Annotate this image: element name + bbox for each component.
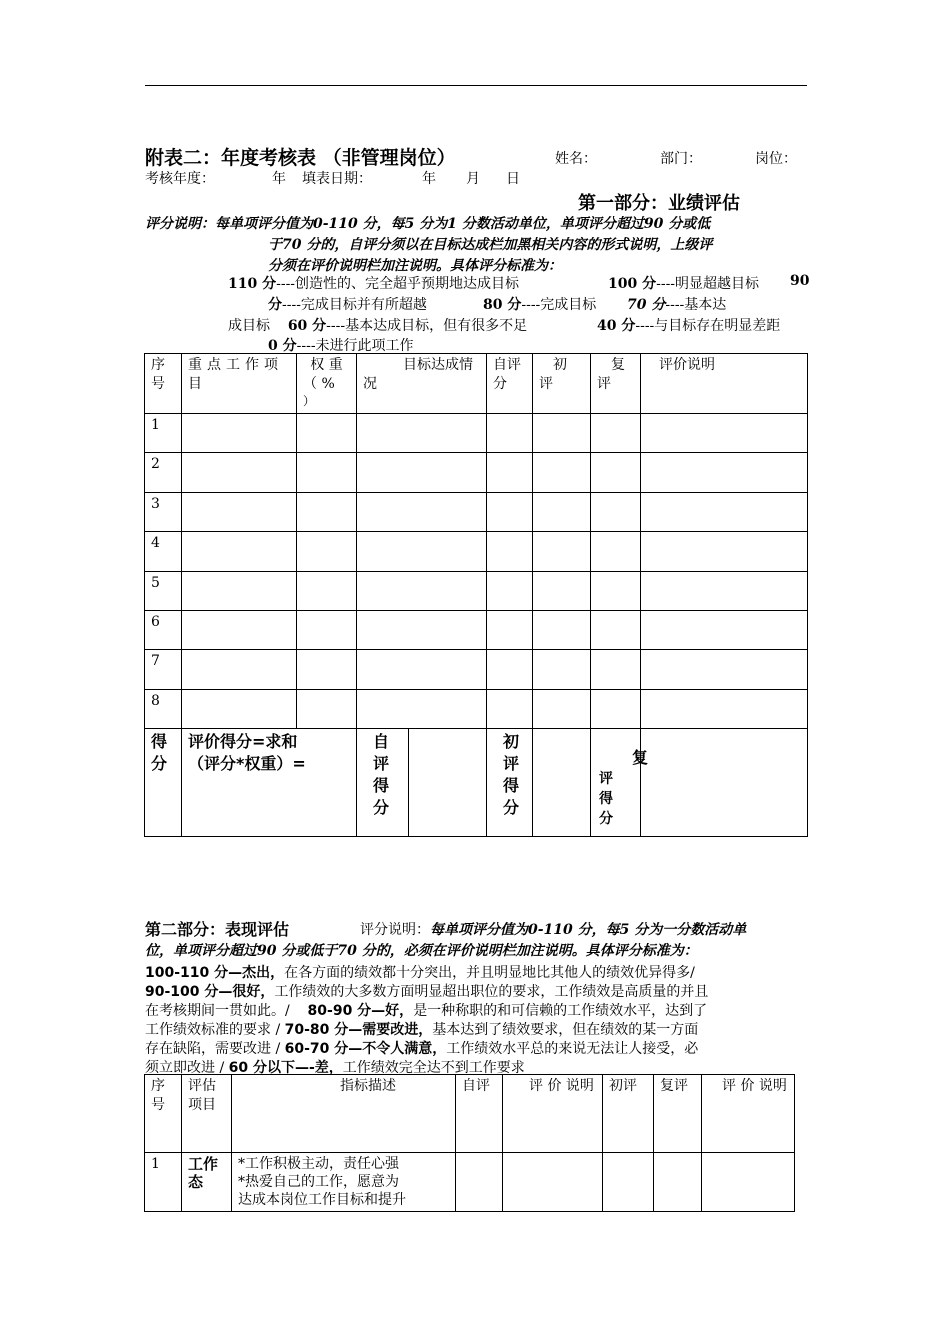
- row3-seq-cell: 3: [145, 492, 182, 531]
- std-40-score: 40 分: [597, 318, 636, 334]
- row8-first-cell[interactable]: [533, 689, 591, 728]
- b-col-item: 评估项目: [182, 1075, 232, 1153]
- std-100-text: ----明显超越目标: [656, 276, 760, 292]
- row1-self-cell[interactable]: [487, 414, 533, 453]
- row7-self-cell[interactable]: [487, 650, 533, 689]
- row7-item-cell[interactable]: [182, 650, 297, 689]
- table-row: [145, 492, 808, 531]
- row4-comment-cell[interactable]: [641, 532, 808, 571]
- row2-comment-cell[interactable]: [641, 453, 808, 492]
- std-80-score: 80 分: [483, 297, 522, 313]
- b-row1-comment1[interactable]: [503, 1153, 603, 1212]
- std-100-score: 100 分: [608, 276, 657, 292]
- row4-first-cell[interactable]: [533, 532, 591, 571]
- row6-goal-cell[interactable]: [357, 610, 487, 649]
- row4-review-cell[interactable]: [591, 532, 641, 571]
- row4-self-cell[interactable]: [487, 532, 533, 571]
- page-title: 附表二：年度考核表 （非管理岗位）: [145, 147, 456, 169]
- b-row1-review[interactable]: [654, 1153, 702, 1212]
- row8-seq-cell: 8: [145, 689, 182, 728]
- std-90-score-b: 分: [268, 297, 282, 313]
- row3-goal-cell[interactable]: [357, 492, 487, 531]
- std-60-score: 60 分: [287, 318, 327, 334]
- table-row: [145, 689, 808, 728]
- grade3-score: 80-90 分—好，: [307, 1003, 414, 1019]
- row2-first-cell[interactable]: [533, 453, 591, 492]
- row1-seq-cell: 1: [145, 414, 182, 453]
- grade-line2: [145, 981, 708, 1001]
- std-70-text: ----基本达: [665, 297, 727, 313]
- grade5-score: 60-70 分—不令人满意，: [284, 1041, 447, 1057]
- row3-comment-cell[interactable]: [641, 492, 808, 531]
- std-90-text: ----完成目标并有所超越: [282, 297, 427, 313]
- table-row: [145, 650, 808, 689]
- grade-line3: [145, 1000, 707, 1020]
- col-review: 复 评: [591, 354, 641, 414]
- b-row1-desc-1: *工作积极主动，责任心强: [238, 1156, 399, 1172]
- table-header-row: [145, 354, 808, 414]
- table-row: [145, 532, 808, 571]
- b-col-first: 初评: [603, 1075, 654, 1153]
- std-70-score: 70 分: [627, 297, 666, 313]
- review-total-a: 复: [631, 748, 648, 768]
- post-label: 岗位：: [755, 151, 797, 167]
- col-weight-c: ）: [303, 394, 316, 408]
- row4-item-cell[interactable]: [182, 532, 297, 571]
- row8-comment-cell[interactable]: [641, 689, 808, 728]
- standard-0: [268, 335, 414, 355]
- row5-seq-cell: 5: [145, 571, 182, 610]
- b-row1-first[interactable]: [603, 1153, 654, 1212]
- row6-item-cell[interactable]: [182, 610, 297, 649]
- header-rule: [145, 85, 807, 86]
- b-row1-desc-2: *热爱自己的工作，愿意为: [238, 1174, 399, 1190]
- standard-line2: [268, 294, 427, 314]
- behavior-table: [144, 1074, 795, 1212]
- row4-seq-cell: 4: [145, 532, 182, 571]
- year-label: 考核年度：: [145, 171, 215, 187]
- row3-weight-cell[interactable]: [297, 492, 357, 531]
- total-formula-b: （评分*权重）=: [188, 754, 306, 774]
- standard-40: [597, 315, 780, 335]
- grade3-cont: 工作绩效标准的要求 /: [145, 1022, 285, 1038]
- row4-weight-cell[interactable]: [297, 532, 357, 571]
- dept-label: 部门：: [660, 151, 702, 167]
- total-formula-a: 评价得分=求和: [188, 732, 298, 752]
- col-weight: [297, 354, 357, 414]
- standard-line3: [228, 315, 527, 335]
- row3-self-cell[interactable]: [487, 492, 533, 531]
- standard-80: [483, 294, 596, 314]
- part2-note-label: 评分说明：: [360, 922, 430, 938]
- grade5-cont: 须立即改进 /: [145, 1060, 229, 1076]
- table-row: [145, 453, 808, 492]
- b-row1-desc: [232, 1153, 456, 1212]
- table-row: [145, 610, 808, 649]
- self-score-total-label: 自评得分: [357, 729, 409, 837]
- b-col-desc: 指标描述: [232, 1075, 456, 1153]
- std-110-text: ----创造性的、完全超乎预期地达成目标: [276, 276, 520, 292]
- b-col-comment1: 评 价 说明: [503, 1075, 603, 1153]
- grade1-text: 在各方面的绩效都十分突出，并且明显地比其他人的绩效优异得多/: [284, 965, 695, 981]
- b-col-review: 复评: [654, 1075, 702, 1153]
- std-40-text: ----与目标存在明显差距: [635, 318, 781, 334]
- b-col-comment2: 评 价 说明: [702, 1075, 795, 1153]
- row8-goal-cell[interactable]: [357, 689, 487, 728]
- total-score-label: 得分: [145, 729, 182, 837]
- grade6-text: 工作绩效完全达不到工作要求: [342, 1060, 525, 1076]
- row1-goal-cell[interactable]: [357, 414, 487, 453]
- date-year: 年: [422, 171, 436, 187]
- col-first: 初 评: [533, 354, 591, 414]
- performance-table: [144, 353, 808, 837]
- grade4-text: 基本达到了绩效要求，但在绩效的某一方面: [432, 1022, 699, 1038]
- std-70-cont: 成目标: [228, 318, 270, 334]
- table-row: [145, 1153, 795, 1212]
- date-month: 月: [466, 171, 480, 187]
- grade2-text: 工作绩效的大多数方面明显超出职位的要求，工作绩效是高质量的并且: [274, 984, 709, 1000]
- std-0-text: ----未进行此项工作: [296, 338, 414, 354]
- row1-weight-cell[interactable]: [297, 414, 357, 453]
- standard-100: [608, 273, 759, 293]
- standard-line1: [228, 273, 519, 293]
- grade4-score: 70-80 分—需要改进，: [284, 1022, 433, 1038]
- row5-item-cell[interactable]: [182, 571, 297, 610]
- row8-self-cell[interactable]: [487, 689, 533, 728]
- row5-weight-cell[interactable]: [297, 571, 357, 610]
- row8-item-cell[interactable]: [182, 689, 297, 728]
- b-row1-seq: 1: [145, 1153, 182, 1212]
- grade2-score: 90-100 分—很好，: [145, 984, 275, 1000]
- row5-goal-cell[interactable]: [357, 571, 487, 610]
- review-score-total-label: [591, 729, 648, 837]
- first-score-total-value: [533, 729, 591, 837]
- row7-weight-cell[interactable]: [297, 650, 357, 689]
- table-row: [145, 414, 808, 453]
- std-110-score: 110 分: [228, 276, 277, 292]
- year-unit: 年: [272, 171, 286, 187]
- row4-goal-cell[interactable]: [357, 532, 487, 571]
- row6-comment-cell[interactable]: [641, 610, 808, 649]
- row5-review-cell[interactable]: [591, 571, 641, 610]
- grade4-cont: 存在缺陷，需要改进 /: [145, 1041, 285, 1057]
- row7-goal-cell[interactable]: [357, 650, 487, 689]
- fill-date-label: 填表日期：: [302, 171, 372, 187]
- total-formula: [182, 729, 357, 837]
- row7-seq-cell: 7: [145, 650, 182, 689]
- std-80-text: ----完成目标: [521, 297, 597, 313]
- grade5-text: 工作绩效水平总的来说无法让人接受，必: [446, 1041, 699, 1057]
- b-row1-desc-3: 达成本岗位工作目标和提升: [238, 1192, 406, 1208]
- row5-first-cell[interactable]: [533, 571, 591, 610]
- row2-goal-cell[interactable]: [357, 453, 487, 492]
- grade3-text: 是一种称职的和可信赖的工作绩效水平，达到了: [413, 1003, 708, 1019]
- std-60-text: ----基本达成目标，但有很多不足: [326, 318, 528, 334]
- grade-line4: [145, 1019, 698, 1039]
- row1-comment-cell[interactable]: [641, 414, 808, 453]
- col-weight-b: （ %: [303, 376, 335, 392]
- row6-seq-cell: 6: [145, 610, 182, 649]
- part2-note-text: 每单项评分值为0-110 分，每5 分为一分数活动单: [430, 922, 747, 938]
- row6-review-cell[interactable]: [591, 610, 641, 649]
- behavior-header-row: [145, 1075, 795, 1153]
- review-score-total-value: [641, 729, 808, 837]
- row7-review-cell[interactable]: [591, 650, 641, 689]
- row2-self-cell[interactable]: [487, 453, 533, 492]
- row1-first-cell[interactable]: [533, 414, 591, 453]
- col-seq: 序号: [145, 354, 182, 414]
- col-comment: 评价说明: [641, 354, 808, 414]
- part2-heading: 第二部分：表现评估: [145, 920, 290, 939]
- row8-review-cell[interactable]: [591, 689, 641, 728]
- part1-note-line2: 于70 分的，自评分须以在目标达成栏加黑相关内容的形式说明，上级评: [268, 237, 713, 253]
- row6-first-cell[interactable]: [533, 610, 591, 649]
- part2-note-line1: [360, 919, 746, 939]
- part2-note-line2: 位，单项评分超过90 分或低于70 分的，必须在评价说明栏加注说明。具体评分标准为：: [145, 943, 698, 959]
- row1-review-cell[interactable]: [591, 414, 641, 453]
- grade6-score: 60 分以下—-差，: [228, 1060, 343, 1076]
- b-row1-comment2[interactable]: [702, 1153, 795, 1212]
- grade-line5: [145, 1038, 698, 1058]
- grade2-cont: 在考核期间一贯如此。/: [145, 1003, 295, 1019]
- std-90-score-a: 90: [790, 273, 810, 289]
- std-0-score: 0 分: [268, 338, 297, 354]
- row2-review-cell[interactable]: [591, 453, 641, 492]
- row3-first-cell[interactable]: [533, 492, 591, 531]
- row8-weight-cell[interactable]: [297, 689, 357, 728]
- b-row1-item: 工作态: [182, 1153, 232, 1212]
- date-day: 日: [506, 171, 520, 187]
- col-item: 重点工作项目: [182, 354, 297, 414]
- part1-note-line1: 评分说明：每单项评分值为0-110 分，每5 分为1 分数活动单位，单项评分超过90 分或低: [145, 216, 711, 232]
- col-self: 自评分: [487, 354, 533, 414]
- row3-item-cell[interactable]: [182, 492, 297, 531]
- row5-self-cell[interactable]: [487, 571, 533, 610]
- self-score-total-value: [409, 729, 487, 837]
- row2-item-cell[interactable]: [182, 453, 297, 492]
- b-col-self: 自评: [456, 1075, 503, 1153]
- row5-comment-cell[interactable]: [641, 571, 808, 610]
- col-goal: 目标达成情况: [357, 354, 487, 414]
- part1-heading: 第一部分：业绩评估: [578, 193, 740, 214]
- row1-item-cell[interactable]: [182, 414, 297, 453]
- col-weight-a: 权 重: [310, 357, 343, 373]
- row7-first-cell[interactable]: [533, 650, 591, 689]
- first-score-total-label: 初评得分: [487, 729, 533, 837]
- grade1-score: 100-110 分—杰出，: [145, 965, 285, 981]
- b-col-seq: 序号: [145, 1075, 182, 1153]
- row6-weight-cell[interactable]: [297, 610, 357, 649]
- part1-note-line3: 分须在评价说明栏加注说明。具体评分标准为：: [268, 258, 562, 274]
- row6-self-cell[interactable]: [487, 610, 533, 649]
- review-total-b: 评得分: [599, 771, 613, 828]
- row2-seq-cell: 2: [145, 453, 182, 492]
- name-label: 姓名：: [555, 151, 597, 167]
- row2-weight-cell[interactable]: [297, 453, 357, 492]
- table-row: [145, 571, 808, 610]
- row7-comment-cell[interactable]: [641, 650, 808, 689]
- b-row1-self[interactable]: [456, 1153, 503, 1212]
- grade-line1: [145, 962, 695, 982]
- standard-70: [627, 294, 726, 314]
- row3-review-cell[interactable]: [591, 492, 641, 531]
- table-total-row: [145, 729, 808, 837]
